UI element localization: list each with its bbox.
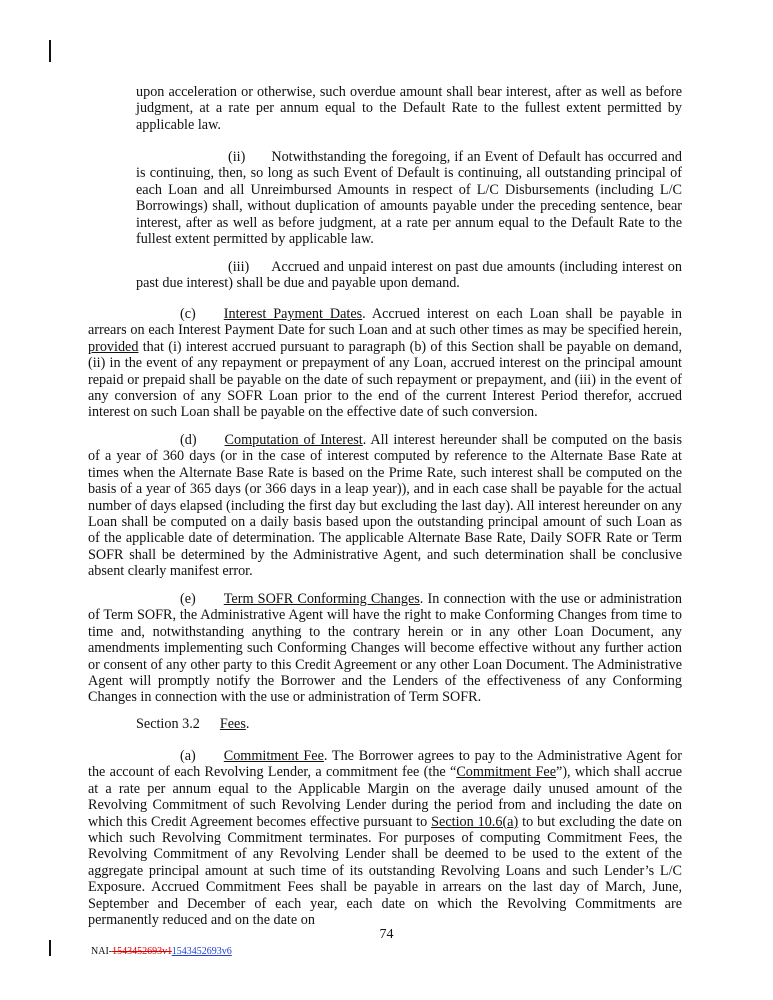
- paragraph-a-text3: to but excluding the date on which such Revolving Commitment terminates. For purposes of computing Commitment Fees, the Revolving Commitment of any Revolving Lender shall be deemed to be used to the extent of the aggregate principal amount at such time of its outstanding Revolving Loans and such Lender’s L/C Exposure. Accrued Commitment Fees shall be payable in arrears on the last day of March, June, September and December of each year, each date on which the Revolving Commitments are permanently reduced and on the date on: [88, 813, 682, 929]
- paragraph-c-heading: Interest Payment Dates: [223, 306, 363, 322]
- paragraph-ii-text: Notwithstanding the foregoing, if an Event of Default has occurred and is continuing, then, so long as such Event of Default is continuing, all outstanding principal of each Loan and all Unreimbursed Amounts in respect of L/C Disbursements (including L/C Borrowings) shall, without duplication of amounts payable under the preceding sentence, bear interest, after as well as before judgment, at a rate per annum equal to the Default Rate to the fullest extent permitted by applicable law.: [136, 149, 682, 248]
- paragraph-d-heading: Computation of Interest: [224, 432, 363, 448]
- paragraph-a-number: (a): [180, 748, 196, 764]
- paragraph-e-number: (e): [180, 591, 196, 607]
- paragraph-iii-text: Accrued and unpaid interest on past due amounts (including interest on past due interest) shall be due and payable upon demand.: [136, 259, 682, 292]
- paragraph-c: [88, 306, 682, 421]
- change-bar-top: [49, 40, 51, 62]
- section-number: Section 3.2: [136, 716, 200, 732]
- paragraph-a-text2: ”), which shall accrue at a rate per annum equal to the Applicable Margin on the average daily unused amount of the Revolving Commitment of such Revolving Lender during the period from and including the date on which this Credit Agreement becomes effective pursuant to: [88, 764, 682, 830]
- paragraph-a-section-ref: Section 10.6(a): [431, 813, 519, 830]
- paragraph-d-number: (d): [180, 432, 197, 448]
- paragraph-continuation: [136, 84, 682, 133]
- document-id: [91, 946, 232, 957]
- paragraph-iii-number: (iii): [228, 259, 250, 275]
- section-title: Fees: [219, 716, 246, 732]
- paragraph-a-text1: . The Borrower agrees to pay to the Administrative Agent for the account of each Revolving Lender, a commitment fee (the “: [88, 748, 682, 781]
- page-number: 74: [379, 927, 394, 942]
- document-id-inserted: 1543452693v6: [171, 946, 232, 957]
- paragraph-c-provided: provided: [88, 338, 139, 355]
- paragraph-ii-number: (ii): [228, 149, 246, 165]
- paragraph-ii: [136, 149, 682, 247]
- paragraph-d-text: . All interest hereunder shall be computed on the basis of a year of 360 days (or in the case of interest computed by reference to the Alternate Base Rate at times when the Alternate Base Rate is based on the Prime Rate, such interest shall be computed on the basis of a year of 365 days (or 366 days in a leap year)), and in each case shall be payable for the actual number of days elapsed (including the first day but excluding the last day). All interest hereunder on any Loan shall be computed on a daily basis based upon the outstanding principal amount of such Loan as of the applicable date of determination. The applicable Alternate Base Rate, Daily SOFR Rate or Term SOFR shall be determined by the Administrative Agent, and such determination shall be conclusive absent clearly manifest error.: [88, 432, 682, 580]
- document-id-deleted: 1543452693v1: [112, 946, 172, 957]
- paragraph-c-text2: that (i) interest accrued pursuant to paragraph (b) of this Section shall be payable on demand, (ii) in the event of any repayment or prepayment of any Loan, accrued interest on the principal amount repaid or prepaid shall be payable on the date of such repayment or prepayment, and (iii) in the event of any conversion of any SOFR Loan prior to the end of the current Interest Period therefor, accrued interest on such Loan shall be payable on the effective date of such conversion.: [88, 338, 682, 421]
- paragraph-e: [88, 591, 682, 706]
- paragraph-e-heading: Term SOFR Conforming Changes: [223, 591, 420, 607]
- paragraph-c-number: (c): [180, 306, 196, 322]
- paragraph-e-text: . In connection with the use or administration of Term SOFR, the Administrative Agent will have the right to make Conforming Changes from time to time and, notwithstanding anything to the contrary herein or in any other Loan Document, any amendments implementing such Conforming Changes will become effective without any further action or consent of any other party to this Credit Agreement or any other Loan Document. The Administrative Agent will promptly notify the Borrower and the Lenders of the effectiveness of any Conforming Changes in connection with the use or administration of Term SOFR.: [88, 591, 682, 706]
- section-heading: Section 3.2 Fees.: [136, 716, 250, 732]
- document-id-prefix: NAI-: [91, 946, 113, 957]
- paragraph-c-text1: . Accrued interest on each Loan shall be payable in arrears on each Interest Payment Date for such Loan and at such other times as may be specified herein,: [88, 306, 682, 339]
- paragraph-continuation-text: upon acceleration or otherwise, such overdue amount shall bear interest, after as well as before judgment, at a rate per annum equal to the Default Rate to the fullest extent permitted by applicable law.: [136, 84, 682, 133]
- paragraph-a: [88, 748, 682, 928]
- paragraph-a-heading: Commitment Fee: [223, 748, 324, 764]
- paragraph-iii: [136, 259, 682, 292]
- paragraph-a-term: Commitment Fee: [456, 764, 557, 781]
- paragraph-d: [88, 432, 682, 580]
